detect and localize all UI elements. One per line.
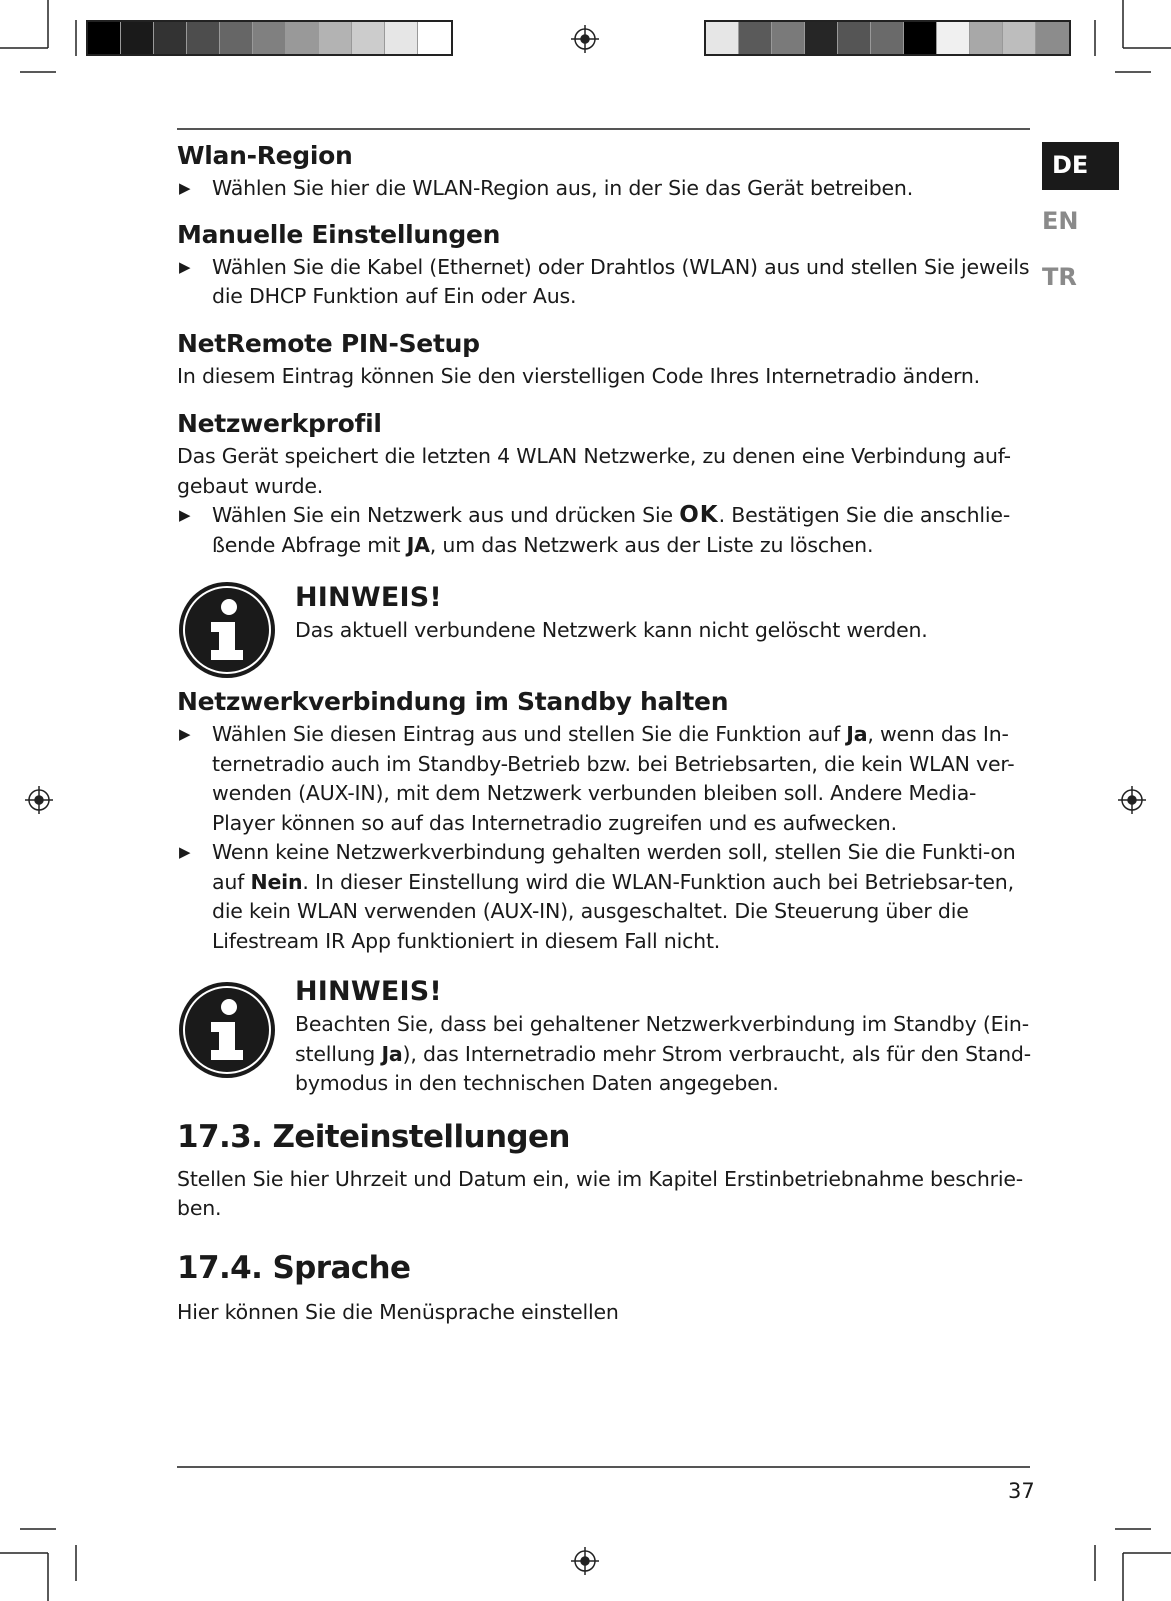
triangle-right-icon: ▶ [179,506,191,524]
color-calibration-bar-right [704,20,1071,56]
bullet-text: . In dieser Einstellung wird die WLAN-Funktion auch bei Betriebsar-ten, die kein WLAN verwenden (AUX-IN), ausgeschaltet. Die Steuerung über die Lifestream IR App funktioniert in diesem Fall nicht. [212,869,1014,953]
bold-nein: Nein [250,869,303,894]
heading-manual-settings: Manuelle Einstellungen [177,219,501,249]
color-swatch [838,22,871,54]
triangle-right-icon: ▶ [179,257,191,276]
bullet-text: , um das Netzwerk aus der Liste zu löschen. [429,532,874,557]
note-text [295,1010,1033,1099]
page-content [177,140,1033,1327]
bullet-wlan-region [177,174,1033,204]
color-swatch [772,22,805,54]
color-swatch [805,22,838,54]
note-box-2 [177,974,1033,1099]
heading-standby: Netzwerkverbindung im Standby halten [177,687,729,716]
color-swatch [121,22,154,54]
color-swatch [253,22,286,54]
bullet-text: . Bestätigen Sie die anschlie-ßende Abfrage mit [212,503,1011,557]
color-swatch [706,22,739,54]
lang-tab-tr: TR [1042,263,1077,291]
color-swatch [88,22,121,54]
top-rule [177,128,1030,130]
triangle-right-icon: ▶ [179,843,191,861]
heading-language: 17.4. Sprache [177,1249,411,1286]
bold-ja: Ja [846,722,868,746]
page-number: 37 [1008,1479,1035,1503]
bullet-text: Wählen Sie hier die WLAN-Region aus, in der Sie das Gerät betreiben. [212,176,914,200]
bullet-manual-settings [177,253,1033,312]
bullet-text: Wählen Sie diesen Eintrag aus und stellen Sie die Funktion auf [212,722,840,746]
bullet-standby-1 [177,720,1033,838]
color-swatch [220,22,253,54]
language-text: Hier können Sie die Menüsprache einstellen [177,1299,619,1324]
time-settings-text: Stellen Sie hier Uhrzeit und Datum ein, wie im Kapitel Erstinbetriebnahme beschrie-ben. [177,1166,1023,1220]
note-text-part: Beachten Sie, dass bei gehaltener Netzwerkverbindung im Standby (Ein-stellung [295,1012,1029,1066]
color-swatch [319,22,352,54]
ok-key-label: OK [679,502,719,528]
note-title: HINWEIS! [295,976,442,1007]
info-icon [177,980,277,1080]
color-calibration-bar-left [86,20,453,56]
registration-mark-icon [25,786,53,814]
triangle-right-icon: ▶ [179,179,191,197]
color-swatch [187,22,220,54]
netremote-text: In diesem Eintrag können Sie den vierstelligen Code Ihres Internetradio ändern. [177,363,980,388]
heading-time-settings: 17.3. Zeiteinstellungen [177,1118,570,1155]
note-box-1 [177,580,1033,680]
bold-ja: JA [406,532,430,557]
note-title: HINWEIS! [295,582,442,613]
heading-wlan-region: Wlan-Region [177,141,353,170]
color-swatch [871,22,904,54]
network-profile-text: Das Gerät speichert die letzten 4 WLAN Netzwerke, zu denen eine Verbindung auf-gebaut wurde. [177,444,1011,498]
bold-ja: Ja [381,1041,403,1066]
info-icon [177,580,277,680]
color-swatch [385,22,418,54]
color-swatch [352,22,385,54]
bullet-standby-2 [177,838,1033,956]
color-swatch [1036,22,1069,54]
lang-tab-de-label: DE [1052,151,1089,179]
triangle-right-icon: ▶ [179,725,191,743]
color-swatch [739,22,772,54]
heading-network-profile: Netzwerkprofil [177,409,382,438]
registration-mark-icon [571,25,599,53]
lang-tab-de [1042,142,1119,190]
color-swatch [1003,22,1036,54]
color-swatch [904,22,937,54]
note-text: Das aktuell verbundene Netzwerk kann nicht gelöscht werden. [295,618,928,642]
bullet-text: Wenn keine Netzwerkverbindung gehalten werden soll, stellen Sie die Funkti-on auf [212,840,1016,894]
note-text-part: ), das Internetradio mehr Strom verbraucht, als für den Stand-bymodus in den technischen Daten angegeben. [295,1041,1031,1095]
bullet-text: Wählen Sie die Kabel (Ethernet) oder Drahtlos (WLAN) aus und stellen Sie jeweils die DHCP Funktion auf Ein oder Aus. [212,254,1030,308]
heading-netremote: NetRemote PIN-Setup [177,328,480,358]
registration-mark-icon [571,1547,599,1575]
bottom-rule [177,1466,1030,1468]
bullet-text: Wählen Sie ein Netzwerk aus und drücken Sie [212,503,673,527]
bullet-network-profile [177,501,1033,560]
color-swatch [418,22,451,54]
color-swatch [154,22,187,54]
color-swatch [970,22,1003,54]
color-swatch [937,22,970,54]
bullet-text: , wenn das In-ternetradio auch im Standby-Betrieb bzw. bei Betriebsarten, die kein WLAN ver-wenden (AUX-IN), mit dem Netzwerk verbunden bleiben soll. Andere Media-Player können so auf das Internetradio zugreifen und es aufwecken. [212,722,1015,835]
registration-mark-icon [1118,786,1146,814]
lang-tab-en: EN [1042,207,1079,235]
color-swatch [286,22,319,54]
